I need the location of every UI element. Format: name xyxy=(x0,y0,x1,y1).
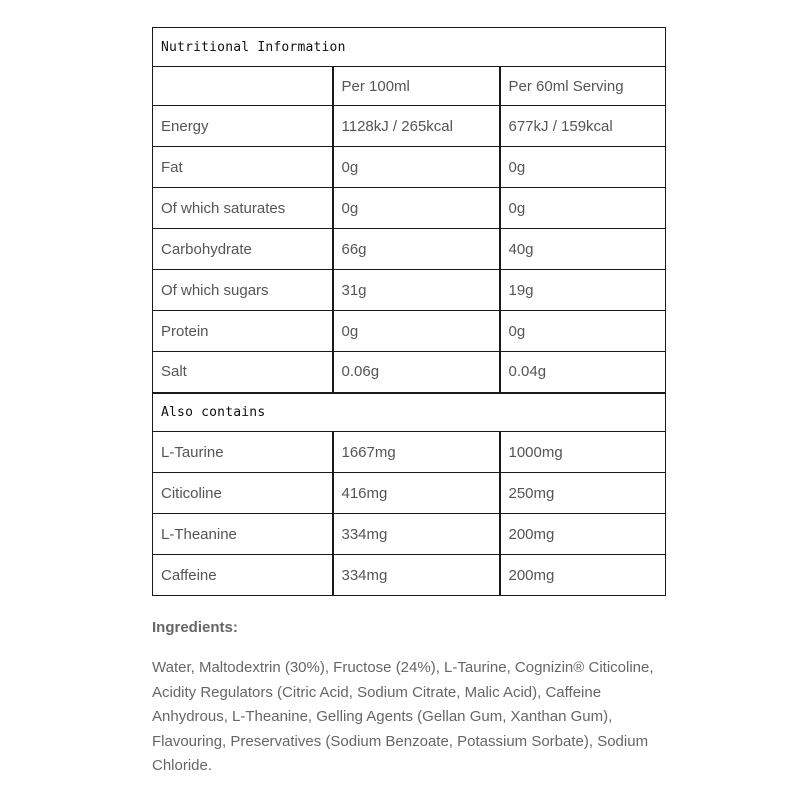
nutrient-per-100ml: 0.06g xyxy=(333,352,500,393)
nutrient-name: Of which sugars xyxy=(153,270,333,311)
table-row xyxy=(153,514,666,555)
table-row xyxy=(153,188,666,229)
nutrient-name: Salt xyxy=(153,352,333,393)
also-contains-title-row xyxy=(153,393,666,432)
compound-name: Caffeine xyxy=(153,555,333,596)
column-header-empty xyxy=(153,67,333,106)
nutrient-per-100ml: 0g xyxy=(333,188,500,229)
table-row xyxy=(153,432,666,473)
compound-name: L-Theanine xyxy=(153,514,333,555)
table-row xyxy=(153,229,666,270)
nutrient-name: Carbohydrate xyxy=(153,229,333,270)
compound-per-serving: 200mg xyxy=(500,514,666,555)
ingredients-text: Water, Maltodextrin (30%), Fructose (24%), L-Taurine, Cognizin® Citicoline, Acidity Regulators (Citric Acid, Sodium Citrate, Malic Acid), Caffeine Anhydrous, L-Theanine, Gelling Agents (Gellan Gum, Xanthan Gum), Flavouring, Preservatives (Sodium Benzoate, Potassium Sorbate), Sodium Chloride. xyxy=(152,659,654,774)
table-row xyxy=(153,555,666,596)
column-header-per-serving: Per 60ml Serving xyxy=(500,67,666,106)
nutrient-per-serving: 19g xyxy=(500,270,666,311)
column-header-per-100ml: Per 100ml xyxy=(333,67,500,106)
nutrient-per-serving: 40g xyxy=(500,229,666,270)
table-row xyxy=(153,270,666,311)
compound-per-serving: 200mg xyxy=(500,555,666,596)
nutrient-per-100ml: 0g xyxy=(333,311,500,352)
nutrition-title: Nutritional Information xyxy=(153,28,666,67)
compound-per-100ml: 1667mg xyxy=(333,432,500,473)
nutrient-per-100ml: 0g xyxy=(333,147,500,188)
nutrient-name: Of which saturates xyxy=(153,188,333,229)
table-row xyxy=(153,147,666,188)
also-contains-title: Also contains xyxy=(153,393,666,432)
nutrient-per-serving: 677kJ / 159kcal xyxy=(500,106,666,147)
table-row xyxy=(153,106,666,147)
table-row xyxy=(153,352,666,393)
table-row xyxy=(153,311,666,352)
table-row xyxy=(153,473,666,514)
nutrient-name: Protein xyxy=(153,311,333,352)
compound-name: L-Taurine xyxy=(153,432,333,473)
nutrient-per-100ml: 1128kJ / 265kcal xyxy=(333,106,500,147)
nutrient-name: Fat xyxy=(153,147,333,188)
compound-per-serving: 1000mg xyxy=(500,432,666,473)
compound-per-100ml: 334mg xyxy=(333,555,500,596)
nutrient-per-100ml: 66g xyxy=(333,229,500,270)
compound-per-serving: 250mg xyxy=(500,473,666,514)
nutrient-per-serving: 0.04g xyxy=(500,352,666,393)
nutrition-table xyxy=(152,27,666,596)
compound-per-100ml: 416mg xyxy=(333,473,500,514)
nutrient-per-serving: 0g xyxy=(500,147,666,188)
nutrition-title-row xyxy=(153,28,666,67)
nutrient-per-serving: 0g xyxy=(500,188,666,229)
compound-per-100ml: 334mg xyxy=(333,514,500,555)
ingredients-heading: Ingredients: xyxy=(152,619,238,636)
compound-name: Citicoline xyxy=(153,473,333,514)
nutrient-per-serving: 0g xyxy=(500,311,666,352)
nutrient-per-100ml: 31g xyxy=(333,270,500,311)
column-header-row xyxy=(153,67,666,106)
nutrient-name: Energy xyxy=(153,106,333,147)
